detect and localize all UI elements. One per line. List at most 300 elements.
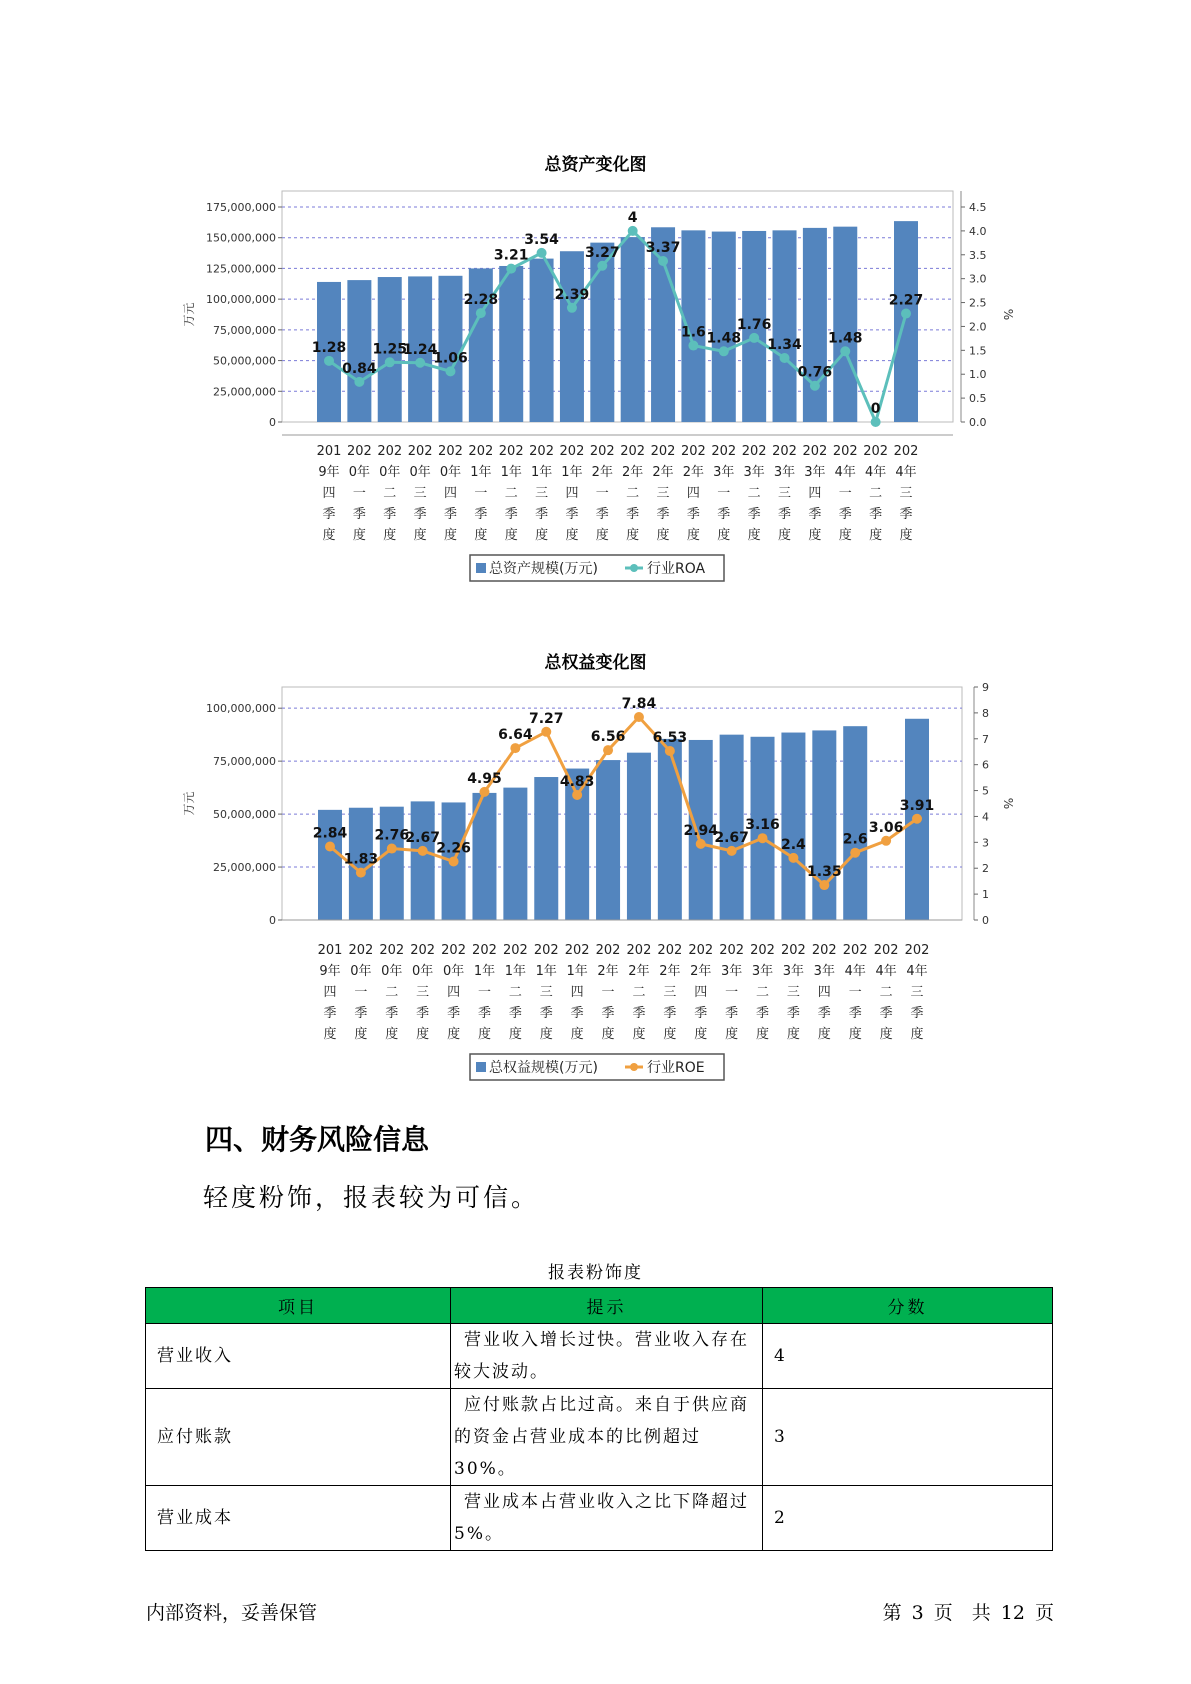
row-item: 营业成本 (146, 1486, 451, 1551)
x-tick-label: 度 (725, 1027, 739, 1042)
data-label: 6.53 (652, 729, 688, 746)
x-tick-label: 3年 (713, 465, 735, 480)
x-tick-label: 度 (879, 1027, 893, 1042)
x-tick-label: 三 (413, 486, 427, 501)
x-tick-label: 202 (719, 943, 745, 958)
y2-tick-label: 4.5 (969, 201, 987, 214)
x-tick-label: 度 (595, 528, 609, 543)
x-tick-label: 季 (717, 507, 731, 522)
x-tick-label: 四 (447, 985, 461, 1000)
x-tick-label: 四 (808, 486, 822, 501)
data-point (387, 844, 397, 854)
x-tick-label: 季 (565, 507, 579, 522)
data-label: 6.64 (498, 727, 533, 744)
y-tick-label: 50,000,000 (213, 808, 276, 822)
x-tick-label: 季 (595, 507, 609, 522)
x-tick-label: 4年 (844, 964, 866, 979)
x-tick-label: 二 (879, 985, 893, 1000)
table-caption: 报表粉饰度 (548, 1263, 643, 1283)
data-point (418, 846, 428, 856)
x-tick-label: 度 (570, 1027, 584, 1042)
x-tick-label: 1年 (504, 964, 527, 979)
x-tick-label: 2年 (652, 465, 674, 480)
x-tick-label: 202 (657, 943, 683, 958)
x-tick-label: 三 (539, 985, 553, 1000)
x-tick-label: 二 (508, 985, 522, 1000)
x-tick-label: 度 (869, 528, 883, 543)
x-tick-label: 度 (508, 1027, 522, 1042)
x-tick-label: 二 (869, 486, 883, 501)
x-tick-label: 度 (686, 528, 700, 543)
data-label: 4 (627, 209, 638, 226)
data-label: 2.84 (312, 825, 348, 842)
data-label: 2.26 (436, 840, 471, 857)
data-label: 7.27 (528, 710, 564, 727)
x-tick-label: 四 (570, 985, 584, 1000)
bar (720, 735, 744, 920)
y2-tick-label: 2.0 (969, 320, 987, 334)
data-label: 3.21 (493, 247, 529, 264)
x-tick-label: 201 (317, 943, 343, 958)
legend-label: 行业ROE (647, 1060, 705, 1076)
x-tick-label: 季 (899, 507, 913, 522)
x-tick-label: 度 (322, 528, 336, 543)
data-label: 2.94 (683, 822, 719, 839)
x-tick-label: 202 (842, 943, 868, 958)
section-text: 轻度粉饰，报表较为可信。 (203, 1183, 540, 1212)
x-tick-label: 二 (632, 985, 646, 1000)
y2-tick-label: 3.5 (969, 248, 987, 262)
x-tick-label: 一 (838, 486, 852, 501)
x-tick-label: 度 (385, 1027, 399, 1042)
x-tick-label: 二 (626, 486, 640, 501)
data-label: 0.76 (797, 364, 833, 381)
x-tick-label: 度 (817, 1027, 831, 1042)
data-label: 2.39 (554, 286, 590, 303)
x-tick-label: 季 (656, 507, 670, 522)
bar (596, 760, 620, 920)
y-tick-label: 150,000,000 (206, 231, 276, 245)
row-score: 2 (763, 1486, 1053, 1551)
x-tick-label: 一 (477, 985, 491, 1000)
x-tick-label: 三 (535, 486, 549, 501)
data-label: 6.56 (590, 729, 626, 746)
y-tick-label: 100,000,000 (206, 293, 276, 307)
x-tick-label: 季 (601, 1006, 615, 1021)
y-tick-label: 75,000,000 (213, 323, 276, 337)
data-point (727, 846, 737, 856)
y-tick-label: 0 (269, 416, 276, 429)
risk-table (145, 1287, 1053, 1551)
x-tick-label: 0年 (442, 964, 465, 979)
data-label: 2.76 (374, 827, 410, 844)
x-tick-label: 季 (786, 1006, 800, 1021)
x-tick-label: 度 (899, 528, 913, 543)
x-tick-label: 季 (686, 507, 700, 522)
x-tick-label: 度 (416, 1027, 430, 1042)
x-tick-label: 一 (725, 985, 739, 1000)
bar (627, 753, 651, 920)
y-tick-label: 0 (269, 914, 276, 927)
x-tick-label: 一 (474, 486, 488, 501)
y2-tick-label: 1.0 (969, 368, 987, 382)
x-tick-label: 3年 (743, 465, 765, 480)
data-point (634, 712, 644, 722)
x-tick-label: 度 (848, 1027, 862, 1042)
table-row (146, 1486, 1053, 1551)
bar (380, 807, 404, 920)
y-tick-label: 175,000,000 (206, 201, 276, 214)
data-label: 1.24 (402, 341, 438, 358)
x-tick-label: 二 (504, 486, 518, 501)
data-label: 3.91 (899, 797, 935, 814)
legend-label: 总权益规模(万元) (489, 1060, 598, 1076)
x-tick-label: 三 (416, 985, 430, 1000)
data-label: 3.16 (745, 817, 780, 834)
y-tick-label: 25,000,000 (213, 385, 276, 399)
x-tick-label: 季 (323, 1006, 337, 1021)
x-tick-label: 季 (413, 507, 427, 522)
x-tick-label: 度 (694, 1027, 708, 1042)
y-tick-label: 50,000,000 (213, 354, 276, 368)
data-point (479, 787, 489, 797)
x-tick-label: 202 (564, 943, 590, 958)
data-label: 1.48 (706, 330, 742, 347)
x-tick-label: 度 (443, 528, 457, 543)
x-tick-label: 2年 (682, 465, 705, 480)
y-tick-label: 125,000,000 (206, 262, 276, 276)
x-tick-label: 二 (756, 985, 770, 1000)
x-tick-label: 季 (817, 1006, 831, 1021)
legend-swatch-point (630, 1063, 638, 1071)
x-tick-label: 4年 (834, 465, 856, 480)
x-tick-label: 二 (383, 486, 397, 501)
data-label: 1.6 (681, 324, 706, 341)
row-hint: 应付账款占比过高。来自于供应商的资金占营业成本的比例超过30%。 (451, 1389, 763, 1486)
x-tick-label: 三 (899, 486, 913, 501)
x-tick-label: 202 (468, 444, 494, 459)
y2-tick-label: 3.0 (969, 272, 987, 286)
x-tick-label: 一 (595, 486, 609, 501)
data-point (696, 839, 706, 849)
row-score: 3 (763, 1389, 1053, 1486)
x-tick-label: 3年 (813, 964, 835, 979)
x-tick-label: 四 (322, 486, 336, 501)
x-tick-label: 度 (601, 1027, 615, 1042)
x-tick-label: 三 (663, 985, 677, 1000)
legend-swatch-bar (476, 1062, 486, 1072)
x-tick-label: 季 (756, 1006, 770, 1021)
y-tick-label: 100,000,000 (206, 702, 276, 716)
x-tick-label: 202 (711, 444, 737, 459)
y2-axis-label: % (1001, 308, 1015, 321)
x-tick-label: 季 (504, 507, 518, 522)
bar (503, 788, 527, 920)
x-tick-label: 2年 (628, 964, 650, 979)
bar (812, 730, 836, 920)
x-tick-label: 三 (910, 985, 924, 1000)
x-tick-label: 度 (626, 528, 640, 543)
table-header-row (146, 1288, 1053, 1324)
data-label: 2.27 (888, 292, 924, 309)
x-tick-label: 0年 (412, 964, 434, 979)
x-tick-label: 度 (663, 1027, 677, 1042)
x-tick-label: 季 (477, 1006, 491, 1021)
x-tick-label: 二 (747, 486, 761, 501)
x-tick-label: 202 (741, 444, 767, 459)
y-tick-label: 25,000,000 (213, 861, 276, 875)
x-tick-label: 度 (477, 1027, 491, 1042)
data-point (819, 880, 829, 890)
x-tick-label: 0年 (350, 964, 372, 979)
data-label: 4.83 (559, 773, 595, 790)
x-tick-label: 季 (354, 1006, 368, 1021)
x-tick-label: 度 (504, 528, 518, 543)
x-tick-label: 2年 (690, 964, 712, 979)
bar (411, 801, 435, 920)
x-tick-label: 度 (747, 528, 761, 543)
data-label: 3.06 (868, 819, 904, 836)
x-tick-label: 1年 (535, 964, 557, 979)
x-tick-label: 3年 (751, 964, 774, 979)
x-tick-label: 202 (379, 943, 405, 958)
data-label: 0 (870, 401, 881, 417)
data-point (881, 836, 891, 846)
x-tick-label: 季 (879, 1006, 893, 1021)
data-point (665, 746, 675, 756)
legend-label: 总资产规模(万元) (489, 561, 598, 577)
x-tick-label: 202 (832, 444, 858, 459)
x-tick-label: 202 (802, 444, 828, 459)
x-tick-label: 度 (535, 528, 549, 543)
x-tick-label: 季 (869, 507, 883, 522)
bar (781, 733, 805, 920)
x-tick-label: 四 (686, 486, 700, 501)
header-hint: 提示 (451, 1288, 763, 1324)
x-tick-label: 季 (535, 507, 549, 522)
data-point (510, 743, 520, 753)
x-tick-label: 202 (595, 943, 621, 958)
x-tick-label: 三 (778, 486, 792, 501)
x-tick-label: 202 (811, 943, 837, 958)
x-tick-label: 度 (413, 528, 427, 543)
x-tick-label: 202 (348, 943, 374, 958)
y2-tick-label: 7 (982, 732, 989, 746)
y2-tick-label: 0.0 (969, 416, 987, 429)
x-tick-label: 9年 (319, 964, 341, 979)
x-tick-label: 3年 (804, 465, 826, 480)
x-tick-label: 3年 (720, 964, 743, 979)
data-label: 1.28 (311, 339, 347, 356)
y2-tick-label: 9 (982, 681, 989, 694)
chart-title: 总权益变化图 (544, 653, 647, 673)
x-tick-label: 季 (385, 1006, 399, 1021)
data-label: 1.76 (736, 316, 772, 333)
x-tick-label: 季 (663, 1006, 677, 1021)
x-tick-label: 202 (589, 444, 615, 459)
data-point (356, 868, 366, 878)
x-tick-label: 季 (508, 1006, 522, 1021)
x-tick-label: 季 (539, 1006, 553, 1021)
x-tick-label: 202 (893, 444, 919, 459)
x-tick-label: 度 (808, 528, 822, 543)
data-label: 1.35 (807, 864, 842, 881)
x-tick-label: 三 (786, 985, 800, 1000)
x-tick-label: 度 (717, 528, 731, 543)
x-tick-label: 3年 (782, 964, 805, 979)
data-label: 1.25 (372, 341, 408, 358)
y-tick-label: 75,000,000 (213, 755, 276, 769)
x-tick-label: 202 (346, 444, 372, 459)
y2-tick-label: 8 (982, 706, 989, 720)
data-point (912, 814, 922, 824)
x-tick-label: 0年 (348, 465, 371, 480)
x-tick-label: 四 (323, 985, 337, 1000)
x-tick-label: 度 (756, 1027, 770, 1042)
x-tick-label: 一 (848, 985, 862, 1000)
x-tick-label: 202 (620, 444, 646, 459)
x-tick-label: 度 (352, 528, 366, 543)
data-point (572, 790, 582, 800)
x-tick-label: 3年 (773, 465, 796, 480)
x-tick-label: 三 (656, 486, 670, 501)
x-tick-label: 201 (316, 444, 342, 459)
x-tick-label: 0年 (381, 964, 403, 979)
data-label: 1.34 (767, 336, 802, 353)
x-tick-label: 度 (354, 1027, 368, 1042)
x-tick-label: 四 (817, 985, 831, 1000)
x-tick-label: 4年 (875, 964, 897, 979)
x-tick-label: 度 (565, 528, 579, 543)
data-label: 3.27 (585, 244, 620, 261)
x-tick-label: 季 (383, 507, 397, 522)
x-tick-label: 度 (838, 528, 852, 543)
legend-label: 行业ROA (647, 561, 706, 577)
x-tick-label: 季 (725, 1006, 739, 1021)
x-tick-label: 202 (529, 444, 554, 459)
x-tick-label: 四 (565, 486, 579, 501)
x-tick-label: 1年 (500, 465, 522, 480)
data-point (788, 853, 798, 863)
x-tick-label: 202 (873, 943, 899, 958)
header-item: 项目 (146, 1288, 451, 1324)
x-tick-label: 一 (352, 486, 366, 501)
x-tick-label: 1年 (473, 964, 496, 979)
bar (534, 777, 558, 920)
x-tick-label: 季 (778, 507, 792, 522)
x-tick-label: 202 (750, 943, 775, 958)
x-tick-label: 2年 (622, 465, 644, 480)
data-point (758, 833, 768, 843)
data-label: 7.84 (621, 696, 657, 713)
row-score: 4 (763, 1324, 1053, 1389)
x-tick-label: 202 (438, 444, 463, 459)
row-hint: 营业收入增长过快。营业收入存在较大波动。 (451, 1324, 763, 1389)
x-tick-label: 季 (694, 1006, 708, 1021)
x-tick-label: 二 (385, 985, 399, 1000)
x-tick-label: 4年 (864, 465, 887, 480)
x-tick-label: 1年 (470, 465, 492, 480)
data-point (603, 745, 613, 755)
y2-tick-label: 5 (982, 784, 989, 798)
y2-tick-label: 6 (982, 758, 989, 772)
x-tick-label: 202 (681, 444, 706, 459)
x-tick-label: 季 (808, 507, 822, 522)
x-tick-label: 202 (502, 943, 528, 958)
x-tick-label: 0年 (409, 465, 431, 480)
x-tick-label: 季 (447, 1006, 461, 1021)
y2-tick-label: 3 (982, 836, 989, 850)
data-point (325, 841, 335, 851)
data-label: 4.95 (467, 770, 502, 787)
x-tick-label: 季 (747, 507, 761, 522)
y2-tick-label: 4 (982, 810, 989, 824)
x-tick-label: 2年 (591, 465, 613, 480)
x-tick-label: 0年 (379, 465, 401, 480)
bar (658, 739, 682, 920)
y2-tick-label: 2 (982, 862, 989, 876)
row-item: 应付账款 (146, 1389, 451, 1486)
data-point (541, 727, 551, 737)
x-tick-label: 4年 (895, 465, 917, 480)
x-tick-label: 202 (533, 943, 559, 958)
x-tick-label: 四 (694, 985, 708, 1000)
data-label: 2.28 (463, 292, 499, 309)
x-tick-label: 季 (322, 507, 336, 522)
data-label: 2.4 (781, 836, 806, 853)
x-tick-label: 202 (650, 444, 676, 459)
x-tick-label: 度 (656, 528, 670, 543)
x-tick-label: 一 (717, 486, 731, 501)
row-hint: 营业成本占营业收入之比下降超过5%。 (451, 1486, 763, 1551)
y2-tick-label: 1.5 (969, 344, 987, 358)
x-tick-label: 季 (848, 1006, 862, 1021)
x-tick-label: 季 (443, 507, 457, 522)
y2-axis-label: % (1001, 797, 1015, 810)
section-heading: 四、财务风险信息 (205, 1123, 430, 1156)
x-tick-label: 2年 (659, 964, 681, 979)
x-tick-label: 度 (474, 528, 488, 543)
x-tick-label: 度 (632, 1027, 646, 1042)
data-label: 2.6 (842, 831, 868, 848)
x-tick-label: 202 (559, 444, 585, 459)
y2-tick-label: 2.5 (969, 296, 987, 310)
x-tick-label: 202 (410, 943, 436, 958)
x-tick-label: 2年 (597, 964, 619, 979)
x-tick-label: 季 (626, 507, 640, 522)
y2-tick-label: 0.5 (969, 392, 987, 406)
y2-tick-label: 0 (982, 914, 989, 927)
x-tick-label: 202 (781, 943, 806, 958)
x-tick-label: 202 (498, 444, 524, 459)
data-point (449, 856, 459, 866)
y-axis-label: 万元 (182, 791, 196, 816)
x-tick-label: 度 (910, 1027, 924, 1042)
x-tick-label: 202 (772, 444, 797, 459)
header-score: 分数 (763, 1288, 1053, 1324)
footer-note: 内部资料，妥善保管 (146, 1602, 318, 1624)
data-label: 0.84 (342, 360, 377, 377)
chart-title: 总资产变化图 (544, 155, 647, 175)
x-tick-label: 季 (632, 1006, 646, 1021)
x-tick-label: 0年 (439, 465, 462, 480)
x-tick-label: 季 (352, 507, 366, 522)
x-tick-label: 季 (910, 1006, 924, 1021)
data-label: 3.37 (645, 239, 681, 256)
x-tick-label: 一 (601, 985, 615, 1000)
table-row (146, 1324, 1053, 1389)
data-label: 2.67 (405, 829, 440, 846)
